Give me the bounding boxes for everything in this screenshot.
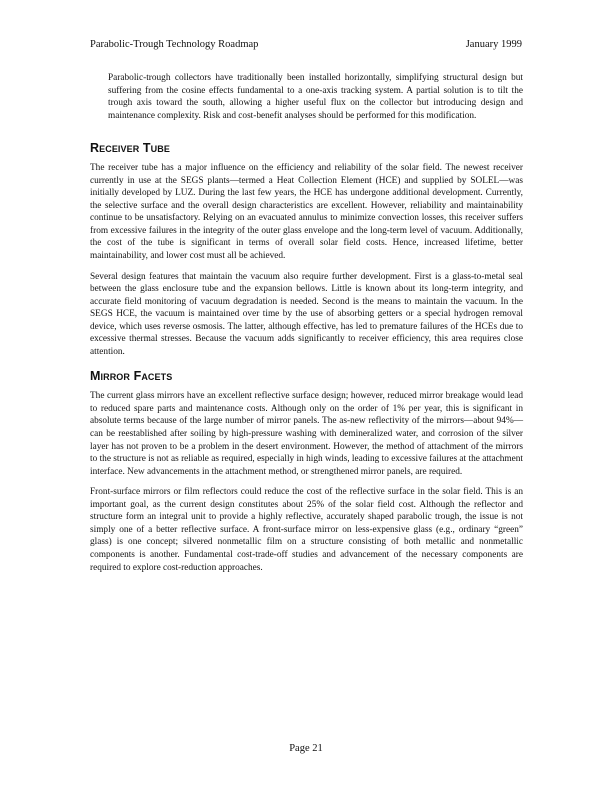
section-heading-receiver-tube: Receiver Tube (90, 141, 170, 156)
header-date: January 1999 (465, 39, 522, 50)
body-paragraph: The receiver tube has a major influence on the efficiency and reliability of the solar field. The newest receiver currently in use at the SEGS plants—termed a Heat Collection Element (HCE) and supplied by SOLEL—was initially developed by LUZ. During the last few years, the HCE has undergone additional development. Currently, the selective surface and the overall design characteristics are excellent. However, reliability and maintainability continue to be unsatisfactory. Relying on an evacuated annulus to minimize convection losses, this receiver suffers from excessive failures in the integrity of the outer glass envelope and the long-term level of vacuum. Additionally, the cost of the tube is significant in terms of overall solar field costs. Hence, increased lifetime, better maintainability, and lower cost must all be achieved. (90, 163, 523, 262)
running-header (90, 38, 522, 51)
intro-paragraph: Parabolic-trough collectors have traditionally been installed horizontally, simplifying structural design but suffering from the cosine effects fundamental to a one-axis tracking system. A partial solution is to tilt the trough axis toward the south, allowing a higher useful flux on the collector but introducing design and maintenance complexity. Risk and cost-benefit analyses should be performed for this modification. (108, 73, 523, 121)
page-body (90, 72, 523, 582)
section-receiver-tube (90, 141, 523, 358)
page-number: Page 21 (289, 743, 323, 754)
section-mirror-facets (90, 369, 523, 574)
body-paragraph: The current glass mirrors have an excellent reflective surface design; however, reduced mirror breakage would lead to reduced spare parts and maintenance costs. Although only on the order of 1% per year, this is significant in absolute terms because of the large number of mirror panels. The as-new reflectivity of the mirrors—about 94%—can be reestablished after soiling by high-pressure washing with demineralized water, and corrosion of the silver layer has not proven to be a problem in the desert environment. However, the method of attachment of the mirrors to the structure is not as reliable as required, especially in high winds, leading to excessive failures at the attachment interface. New advancements in the attachment method, or strengthened mirror panels, are required. (90, 391, 523, 477)
section-heading-mirror-facets: Mirror Facets (90, 369, 173, 384)
header-document-title: Parabolic-Trough Technology Roadmap (90, 39, 259, 50)
body-paragraph: Several design features that maintain the vacuum also require further development. First is a glass-to-metal seal between the glass enclosure tube and the expansion bellows. Little is known about its long-term integrity, and accurate field monitoring of vacuum degradation is needed. Second is the means to maintain the vacuum. In the SEGS HCE, the vacuum is maintained over time by the use of absorbing getters or a special hydrogen removal device, which uses reverse osmosis. The latter, although effective, has led to premature failures of the HCEs due to excessive thermal stresses. Because the vacuum adds significantly to receiver efficiency, this area requires close attention. (90, 271, 523, 357)
body-paragraph: Front-surface mirrors or film reflectors could reduce the cost of the reflective surface in the solar field. This is an important goal, as the current design constitutes about 25% of the solar field cost. Although the reflector and structure form an integral unit to provide a highly reflective, accurately shaped parabolic trough, the issue is not simply one of a better reflective surface. A front-surface mirror on less-expensive glass (e.g., ordinary “green” glass) is one concept; silvered nonmetallic film on a structure consisting of both metallic and nonmetallic components is another. Fundamental cost-trade-off studies and advancement of the necessary components are required to explore cost-reduction approaches. (90, 487, 523, 573)
